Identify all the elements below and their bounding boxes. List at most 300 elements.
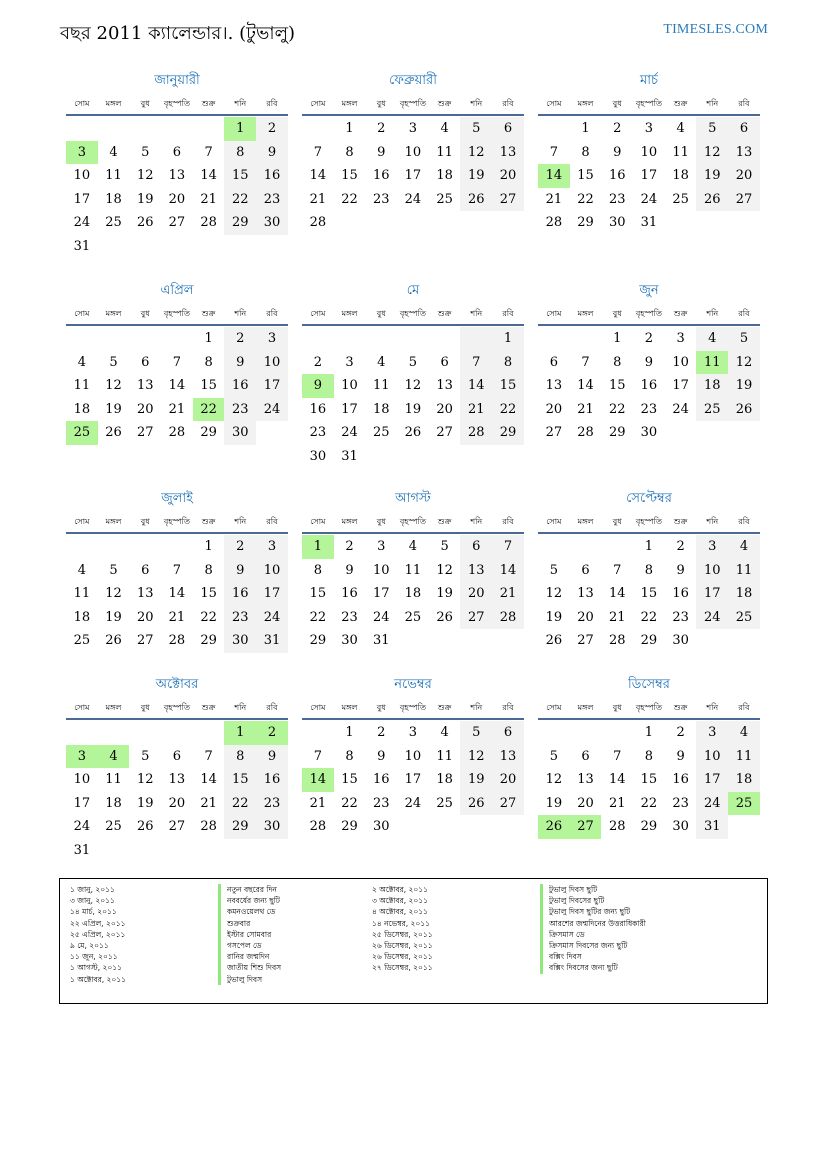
day-cell[interactable]: 28	[608, 819, 626, 835]
day-cell[interactable]: 27	[436, 425, 453, 441]
day-cell[interactable]: 28	[200, 215, 217, 231]
day-cell[interactable]: 2	[224, 535, 256, 559]
day-cell[interactable]: 11	[672, 144, 689, 160]
day-cell[interactable]: 24	[404, 795, 422, 811]
day-cell[interactable]: 22	[224, 792, 256, 816]
day-cell[interactable]: 2	[377, 725, 386, 741]
day-cell[interactable]: 9	[224, 559, 256, 583]
day-cell[interactable]: 21	[309, 191, 327, 207]
day-cell[interactable]: 16	[341, 586, 358, 602]
day-cell[interactable]: 15	[224, 164, 256, 188]
day-cell[interactable]: 6	[581, 562, 590, 578]
day-cell[interactable]: 22	[577, 191, 594, 207]
day-cell[interactable]: 7	[172, 354, 182, 370]
day-cell[interactable]: 13	[492, 141, 524, 165]
day-cell[interactable]: 8	[644, 562, 654, 578]
day-cell[interactable]: 10	[256, 559, 288, 583]
day-cell[interactable]: 28	[608, 633, 626, 649]
day-cell[interactable]: 9	[676, 748, 685, 764]
day-cell[interactable]: 22	[640, 609, 658, 625]
day-cell[interactable]: 19	[460, 164, 492, 188]
day-cell[interactable]: 6	[172, 144, 182, 160]
day-cell[interactable]: 7	[172, 562, 182, 578]
day-cell[interactable]: 19	[136, 191, 154, 207]
day-cell[interactable]: 2	[676, 725, 685, 741]
day-cell[interactable]: 28	[200, 819, 217, 835]
day-cell[interactable]: 3	[408, 121, 418, 137]
day-cell[interactable]: 9	[377, 748, 386, 764]
day-cell[interactable]: 20	[577, 795, 594, 811]
day-cell[interactable]: 28	[545, 215, 563, 231]
day-cell[interactable]: 7	[613, 562, 622, 578]
day-cell[interactable]: 16	[640, 378, 658, 394]
day-cell[interactable]: 21	[168, 609, 186, 625]
day-cell[interactable]: 5	[440, 539, 449, 555]
day-cell[interactable]: 14	[492, 559, 524, 583]
day-cell[interactable]: 16	[672, 772, 689, 788]
day-cell[interactable]: 31	[640, 215, 658, 231]
day-cell[interactable]: 2	[377, 121, 386, 137]
day-cell[interactable]: 19	[136, 795, 154, 811]
day-cell[interactable]: 15	[577, 168, 594, 184]
day-cell[interactable]: 31	[73, 238, 91, 254]
day-cell[interactable]: 6	[172, 748, 182, 764]
day-cell[interactable]: 4	[77, 354, 86, 370]
day-cell[interactable]: 8	[345, 144, 354, 160]
day-cell[interactable]: 31	[341, 448, 358, 464]
day-cell[interactable]: 23	[372, 795, 390, 811]
day-cell[interactable]: 21	[309, 795, 327, 811]
day-cell[interactable]: 9	[613, 144, 622, 160]
day-cell[interactable]: 31	[696, 815, 728, 839]
day-cell[interactable]: 20	[136, 609, 154, 625]
day-cell[interactable]: 29	[224, 211, 256, 235]
day-cell[interactable]: 8	[204, 354, 213, 370]
day-cell[interactable]: 9	[224, 351, 256, 375]
day-cell[interactable]: 25	[672, 191, 689, 207]
day-cell[interactable]: 15	[200, 378, 217, 394]
day-cell[interactable]: 18	[728, 768, 760, 792]
day-cell[interactable]: 10	[341, 378, 358, 394]
day-cell[interactable]: 4	[676, 121, 685, 137]
day-cell[interactable]: 11	[436, 748, 453, 764]
day-cell[interactable]: 23	[256, 792, 288, 816]
day-cell[interactable]: 26	[728, 398, 760, 422]
day-cell[interactable]: 8	[644, 748, 654, 764]
day-cell[interactable]: 29	[224, 815, 256, 839]
day-cell[interactable]: 15	[608, 378, 626, 394]
day-cell[interactable]: 16	[309, 401, 327, 417]
day-cell[interactable]: 10	[404, 748, 422, 764]
day-cell[interactable]: 17	[640, 168, 658, 184]
day-cell[interactable]: 8	[313, 562, 322, 578]
day-cell[interactable]: 14	[168, 586, 186, 602]
day-cell[interactable]: 5	[460, 721, 492, 745]
day-cell[interactable]: 19	[696, 164, 728, 188]
day-cell[interactable]: 27	[136, 425, 154, 441]
day-cell[interactable]: 4	[77, 562, 86, 578]
day-cell[interactable]: 2	[613, 121, 622, 137]
day-cell[interactable]: 5	[696, 117, 728, 141]
day-cell[interactable]: 10	[640, 144, 658, 160]
day-cell[interactable]: 7	[549, 144, 558, 160]
day-cell[interactable]: 23	[608, 191, 626, 207]
day-cell[interactable]: 23	[672, 795, 689, 811]
day-cell[interactable]: 22	[492, 398, 524, 422]
day-cell[interactable]: 26	[105, 633, 122, 649]
day-cell[interactable]: 12	[728, 351, 760, 375]
day-cell[interactable]: 20	[136, 401, 154, 417]
day-cell[interactable]: 10	[73, 168, 91, 184]
day-cell[interactable]: 26	[460, 792, 492, 816]
day-cell[interactable]: 14	[200, 168, 217, 184]
day-cell[interactable]: 21	[608, 609, 626, 625]
day-cell[interactable]: 3	[377, 539, 386, 555]
day-cell[interactable]: 1	[204, 539, 213, 555]
day-cell[interactable]: 5	[141, 748, 150, 764]
day-cell[interactable]: 18	[73, 401, 91, 417]
day-cell[interactable]: 23	[672, 609, 689, 625]
day-cell[interactable]: 22	[309, 609, 327, 625]
day-cell[interactable]: 11	[105, 168, 122, 184]
day-cell[interactable]: 25	[436, 795, 453, 811]
day-cell[interactable]: 13	[136, 586, 154, 602]
day-cell[interactable]: 31	[372, 633, 390, 649]
holiday-day-cell[interactable]: 1	[224, 117, 256, 141]
day-cell[interactable]: 2	[644, 331, 654, 347]
day-cell[interactable]: 16	[672, 586, 689, 602]
day-cell[interactable]: 30	[372, 819, 390, 835]
day-cell[interactable]: 30	[309, 448, 327, 464]
day-cell[interactable]: 9	[377, 144, 386, 160]
day-cell[interactable]: 21	[492, 582, 524, 606]
day-cell[interactable]: 27	[492, 792, 524, 816]
day-cell[interactable]: 24	[640, 191, 658, 207]
day-cell[interactable]: 13	[436, 378, 453, 394]
day-cell[interactable]: 7	[460, 351, 492, 375]
day-cell[interactable]: 8	[224, 141, 256, 165]
day-cell[interactable]: 29	[309, 633, 327, 649]
day-cell[interactable]: 26	[545, 633, 563, 649]
day-cell[interactable]: 17	[696, 768, 728, 792]
day-cell[interactable]: 22	[608, 401, 626, 417]
holiday-day-cell[interactable]: 14	[302, 768, 334, 792]
day-cell[interactable]: 11	[73, 586, 91, 602]
day-cell[interactable]: 21	[200, 795, 217, 811]
day-cell[interactable]: 11	[404, 562, 422, 578]
holiday-day-cell[interactable]: 2	[256, 721, 288, 745]
day-cell[interactable]: 30	[672, 633, 689, 649]
day-cell[interactable]: 23	[640, 401, 658, 417]
day-cell[interactable]: 29	[577, 215, 594, 231]
day-cell[interactable]: 10	[696, 745, 728, 769]
day-cell[interactable]: 5	[408, 354, 418, 370]
day-cell[interactable]: 25	[105, 819, 122, 835]
day-cell[interactable]: 14	[608, 772, 626, 788]
day-cell[interactable]: 23	[224, 606, 256, 630]
day-cell[interactable]: 29	[341, 819, 358, 835]
day-cell[interactable]: 14	[460, 374, 492, 398]
day-cell[interactable]: 12	[404, 378, 422, 394]
day-cell[interactable]: 10	[73, 772, 91, 788]
day-cell[interactable]: 3	[696, 721, 728, 745]
day-cell[interactable]: 17	[404, 772, 422, 788]
day-cell[interactable]: 28	[168, 633, 186, 649]
day-cell[interactable]: 3	[256, 535, 288, 559]
day-cell[interactable]: 18	[436, 772, 453, 788]
day-cell[interactable]: 28	[460, 421, 492, 445]
day-cell[interactable]: 5	[460, 117, 492, 141]
day-cell[interactable]: 14	[577, 378, 594, 394]
day-cell[interactable]: 1	[492, 327, 524, 351]
day-cell[interactable]: 3	[676, 331, 685, 347]
day-cell[interactable]: 12	[436, 562, 453, 578]
day-cell[interactable]: 4	[377, 354, 386, 370]
day-cell[interactable]: 18	[404, 586, 422, 602]
day-cell[interactable]: 9	[256, 745, 288, 769]
day-cell[interactable]: 12	[545, 586, 563, 602]
holiday-day-cell[interactable]: 1	[302, 535, 334, 559]
day-cell[interactable]: 20	[460, 582, 492, 606]
day-cell[interactable]: 10	[404, 144, 422, 160]
day-cell[interactable]: 6	[492, 117, 524, 141]
day-cell[interactable]: 19	[545, 609, 563, 625]
day-cell[interactable]: 18	[105, 191, 122, 207]
day-cell[interactable]: 30	[341, 633, 358, 649]
day-cell[interactable]: 16	[256, 768, 288, 792]
day-cell[interactable]: 2	[676, 539, 685, 555]
day-cell[interactable]: 4	[728, 535, 760, 559]
holiday-day-cell[interactable]: 9	[302, 374, 334, 398]
day-cell[interactable]: 26	[404, 425, 422, 441]
day-cell[interactable]: 6	[549, 354, 558, 370]
day-cell[interactable]: 5	[141, 144, 150, 160]
day-cell[interactable]: 23	[224, 398, 256, 422]
day-cell[interactable]: 15	[200, 586, 217, 602]
day-cell[interactable]: 6	[440, 354, 449, 370]
day-cell[interactable]: 22	[200, 609, 217, 625]
day-cell[interactable]: 14	[168, 378, 186, 394]
holiday-day-cell[interactable]: 3	[66, 745, 98, 769]
day-cell[interactable]: 19	[545, 795, 563, 811]
day-cell[interactable]: 7	[313, 144, 322, 160]
day-cell[interactable]: 5	[549, 562, 558, 578]
day-cell[interactable]: 28	[492, 606, 524, 630]
day-cell[interactable]: 18	[436, 168, 453, 184]
day-cell[interactable]: 8	[224, 745, 256, 769]
day-cell[interactable]: 21	[545, 191, 563, 207]
day-cell[interactable]: 24	[73, 819, 91, 835]
day-cell[interactable]: 24	[696, 606, 728, 630]
day-cell[interactable]: 27	[136, 633, 154, 649]
day-cell[interactable]: 18	[696, 374, 728, 398]
holiday-day-cell[interactable]: 4	[98, 745, 130, 769]
day-cell[interactable]: 12	[460, 745, 492, 769]
day-cell[interactable]: 24	[672, 401, 689, 417]
day-cell[interactable]: 7	[581, 354, 590, 370]
day-cell[interactable]: 27	[168, 215, 186, 231]
day-cell[interactable]: 5	[109, 354, 118, 370]
day-cell[interactable]: 15	[341, 772, 358, 788]
day-cell[interactable]: 15	[341, 168, 358, 184]
day-cell[interactable]: 6	[141, 354, 150, 370]
day-cell[interactable]: 26	[105, 425, 122, 441]
day-cell[interactable]: 16	[224, 374, 256, 398]
day-cell[interactable]: 1	[644, 725, 654, 741]
day-cell[interactable]: 20	[492, 768, 524, 792]
day-cell[interactable]: 29	[640, 633, 658, 649]
day-cell[interactable]: 16	[256, 164, 288, 188]
day-cell[interactable]: 1	[204, 331, 213, 347]
day-cell[interactable]: 4	[440, 725, 449, 741]
day-cell[interactable]: 19	[105, 609, 122, 625]
day-cell[interactable]: 21	[460, 398, 492, 422]
day-cell[interactable]: 21	[608, 795, 626, 811]
day-cell[interactable]: 6	[460, 535, 492, 559]
day-cell[interactable]: 4	[728, 721, 760, 745]
day-cell[interactable]: 27	[577, 633, 594, 649]
day-cell[interactable]: 8	[345, 748, 354, 764]
day-cell[interactable]: 8	[581, 144, 590, 160]
day-cell[interactable]: 25	[105, 215, 122, 231]
day-cell[interactable]: 20	[168, 191, 186, 207]
day-cell[interactable]: 1	[613, 331, 622, 347]
day-cell[interactable]: 29	[200, 425, 217, 441]
day-cell[interactable]: 13	[577, 586, 594, 602]
day-cell[interactable]: 28	[577, 425, 594, 441]
day-cell[interactable]: 13	[460, 559, 492, 583]
day-cell[interactable]: 24	[256, 398, 288, 422]
day-cell[interactable]: 2	[256, 117, 288, 141]
day-cell[interactable]: 20	[545, 401, 563, 417]
day-cell[interactable]: 21	[168, 401, 186, 417]
day-cell[interactable]: 8	[613, 354, 622, 370]
day-cell[interactable]: 14	[200, 772, 217, 788]
day-cell[interactable]: 18	[105, 795, 122, 811]
day-cell[interactable]: 27	[545, 425, 563, 441]
day-cell[interactable]: 13	[168, 772, 186, 788]
day-cell[interactable]: 25	[404, 609, 422, 625]
day-cell[interactable]: 25	[696, 398, 728, 422]
day-cell[interactable]: 6	[141, 562, 150, 578]
day-cell[interactable]: 27	[168, 819, 186, 835]
day-cell[interactable]: 14	[309, 168, 327, 184]
day-cell[interactable]: 13	[577, 772, 594, 788]
day-cell[interactable]: 11	[372, 378, 390, 394]
day-cell[interactable]: 4	[109, 144, 118, 160]
day-cell[interactable]: 26	[436, 609, 453, 625]
day-cell[interactable]: 1	[644, 539, 654, 555]
site-logo-text[interactable]: TIMESLES.COM	[663, 22, 768, 37]
day-cell[interactable]: 11	[105, 772, 122, 788]
holiday-day-cell[interactable]: 25	[728, 792, 760, 816]
day-cell[interactable]: 12	[105, 586, 122, 602]
day-cell[interactable]: 5	[109, 562, 118, 578]
day-cell[interactable]: 5	[549, 748, 558, 764]
day-cell[interactable]: 12	[105, 378, 122, 394]
day-cell[interactable]: 30	[224, 421, 256, 445]
day-cell[interactable]: 16	[608, 168, 626, 184]
day-cell[interactable]: 8	[204, 562, 213, 578]
day-cell[interactable]: 5	[728, 327, 760, 351]
day-cell[interactable]: 12	[696, 141, 728, 165]
day-cell[interactable]: 10	[256, 351, 288, 375]
day-cell[interactable]: 3	[644, 121, 654, 137]
day-cell[interactable]: 10	[696, 559, 728, 583]
day-cell[interactable]: 20	[168, 795, 186, 811]
day-cell[interactable]: 12	[136, 772, 154, 788]
day-cell[interactable]: 4	[408, 539, 418, 555]
day-cell[interactable]: 19	[460, 768, 492, 792]
day-cell[interactable]: 21	[577, 401, 594, 417]
day-cell[interactable]: 13	[728, 141, 760, 165]
day-cell[interactable]: 17	[372, 586, 390, 602]
day-cell[interactable]: 20	[492, 164, 524, 188]
day-cell[interactable]: 6	[492, 721, 524, 745]
day-cell[interactable]: 20	[728, 164, 760, 188]
day-cell[interactable]: 24	[341, 425, 358, 441]
day-cell[interactable]: 9	[345, 562, 354, 578]
day-cell[interactable]: 22	[640, 795, 658, 811]
day-cell[interactable]: 7	[204, 144, 213, 160]
day-cell[interactable]: 17	[672, 378, 689, 394]
day-cell[interactable]: 4	[696, 327, 728, 351]
day-cell[interactable]: 24	[372, 609, 390, 625]
day-cell[interactable]: 22	[341, 795, 358, 811]
day-cell[interactable]: 9	[644, 354, 654, 370]
day-cell[interactable]: 31	[256, 629, 288, 653]
day-cell[interactable]: 23	[372, 191, 390, 207]
day-cell[interactable]: 19	[105, 401, 122, 417]
holiday-day-cell[interactable]: 3	[66, 141, 98, 165]
day-cell[interactable]: 2	[313, 354, 322, 370]
day-cell[interactable]: 15	[224, 768, 256, 792]
holiday-day-cell[interactable]: 26	[538, 815, 570, 839]
day-cell[interactable]: 17	[73, 191, 91, 207]
day-cell[interactable]: 6	[728, 117, 760, 141]
day-cell[interactable]: 15	[492, 374, 524, 398]
day-cell[interactable]: 17	[696, 582, 728, 606]
day-cell[interactable]: 13	[168, 168, 186, 184]
day-cell[interactable]: 21	[200, 191, 217, 207]
day-cell[interactable]: 22	[341, 191, 358, 207]
day-cell[interactable]: 24	[256, 606, 288, 630]
day-cell[interactable]: 25	[73, 633, 91, 649]
day-cell[interactable]: 1	[581, 121, 590, 137]
day-cell[interactable]: 26	[136, 819, 154, 835]
day-cell[interactable]: 16	[372, 168, 390, 184]
day-cell[interactable]: 18	[672, 168, 689, 184]
day-cell[interactable]: 23	[341, 609, 358, 625]
day-cell[interactable]: 30	[640, 425, 658, 441]
day-cell[interactable]: 3	[696, 535, 728, 559]
day-cell[interactable]: 2	[345, 539, 354, 555]
day-cell[interactable]: 25	[436, 191, 453, 207]
day-cell[interactable]: 11	[73, 378, 91, 394]
day-cell[interactable]: 1	[345, 121, 354, 137]
day-cell[interactable]: 30	[608, 215, 626, 231]
day-cell[interactable]: 11	[728, 559, 760, 583]
day-cell[interactable]: 18	[73, 609, 91, 625]
day-cell[interactable]: 23	[309, 425, 327, 441]
day-cell[interactable]: 7	[313, 748, 322, 764]
day-cell[interactable]: 16	[372, 772, 390, 788]
day-cell[interactable]: 9	[256, 141, 288, 165]
day-cell[interactable]: 12	[136, 168, 154, 184]
day-cell[interactable]: 28	[309, 819, 327, 835]
day-cell[interactable]: 18	[372, 401, 390, 417]
day-cell[interactable]: 12	[460, 141, 492, 165]
